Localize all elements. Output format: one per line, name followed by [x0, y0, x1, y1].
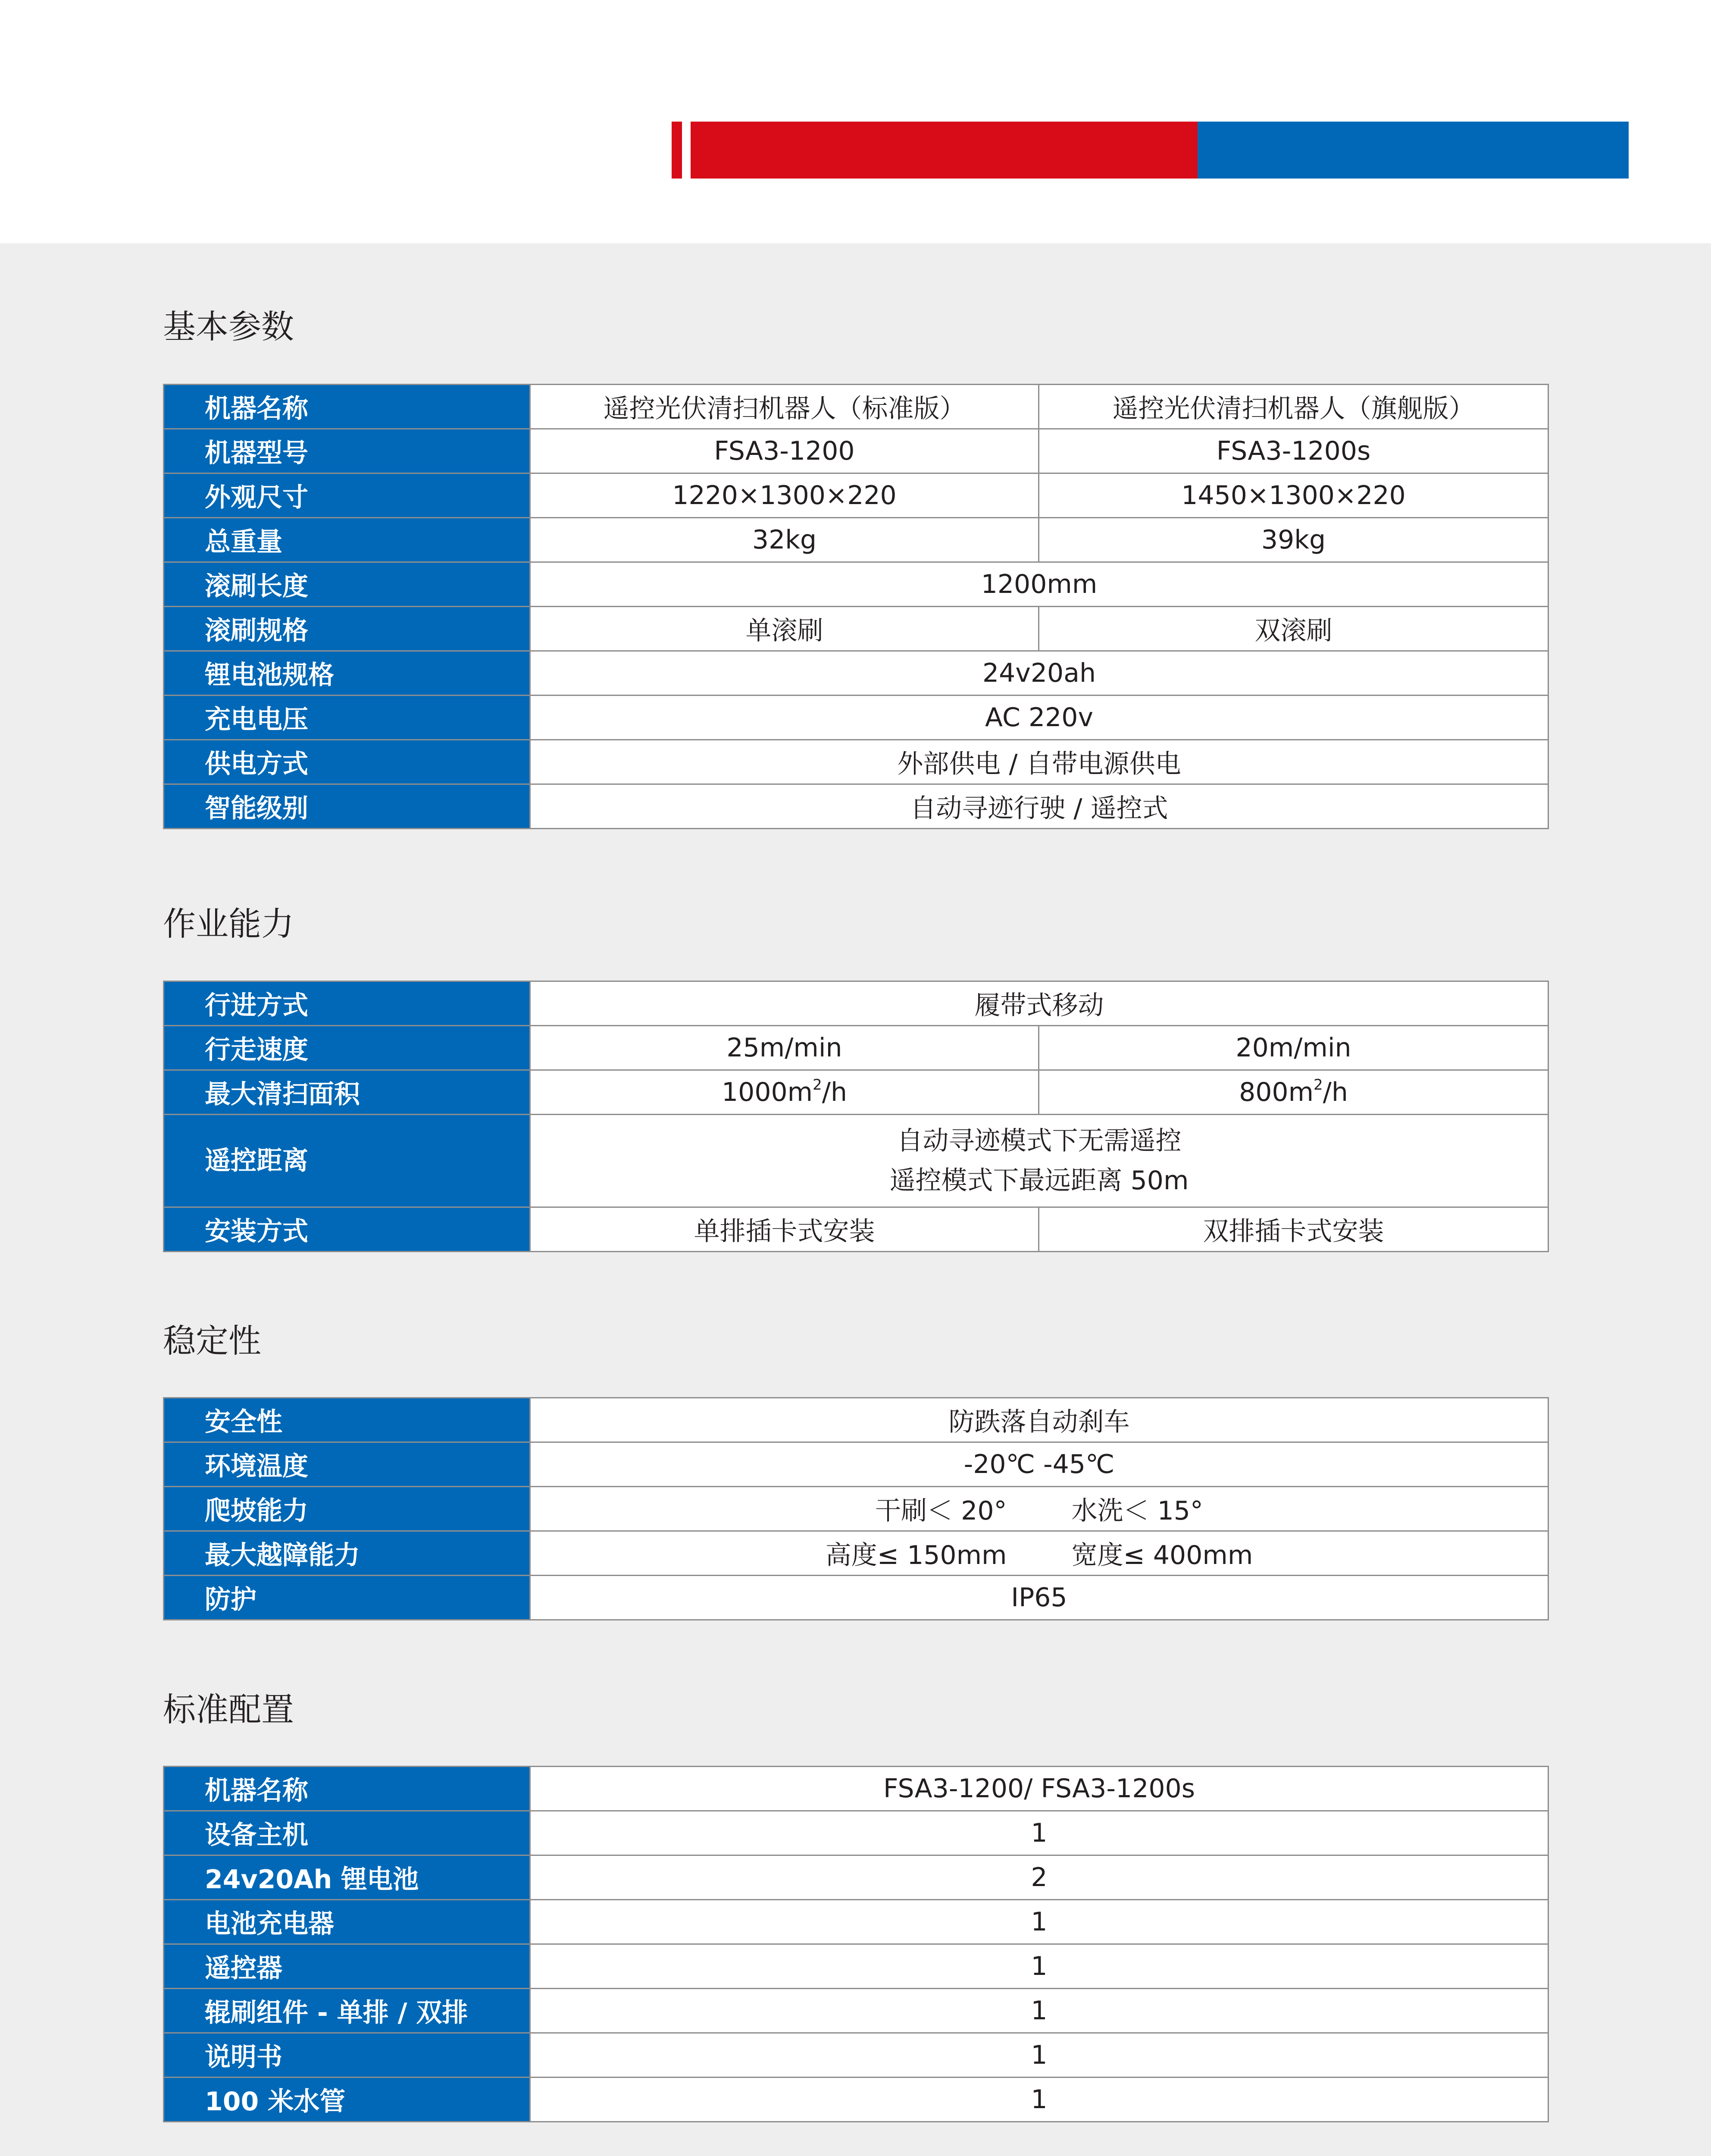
- cell-shared: 24v20ah: [530, 651, 1548, 696]
- table-row: [164, 1767, 1548, 1811]
- superscript: 2: [1314, 1076, 1323, 1094]
- row-label: 安装方式: [164, 1207, 530, 1252]
- row-label: 行走速度: [164, 1026, 530, 1070]
- row-label: 环境温度: [164, 1442, 530, 1487]
- table-row: [164, 2078, 1548, 2122]
- cell-flagship: 双滚刷: [1039, 607, 1548, 651]
- row-label: 机器名称: [164, 385, 530, 429]
- remote-line-1: 自动寻迹模式下无需遥控: [897, 1126, 1182, 1156]
- table-row: [164, 981, 1548, 1026]
- row-label: 外观尺寸: [164, 473, 530, 518]
- area-unit: /h: [822, 1077, 848, 1107]
- cell-flagship: 20m/min: [1039, 1026, 1548, 1070]
- table-row: [164, 562, 1548, 607]
- row-label: 100 米水管: [164, 2078, 530, 2122]
- cell-shared: -20℃ -45℃: [530, 1442, 1548, 1487]
- table-row: [164, 696, 1548, 740]
- table-row: [164, 607, 1548, 651]
- config-table: [163, 1766, 1549, 2122]
- cell-standard: 遥控光伏清扫机器人（标准版）: [530, 385, 1039, 429]
- table-row: [164, 2033, 1548, 2078]
- cell-flagship: FSA3-1200s: [1039, 429, 1548, 473]
- section-title-basic: 基本参数: [163, 307, 294, 346]
- row-label: 滚刷长度: [164, 562, 530, 607]
- table-row: [164, 1207, 1548, 1252]
- header-red-bar: [691, 122, 1198, 179]
- table-row: [164, 1398, 1548, 1442]
- area-unit: /h: [1323, 1077, 1348, 1107]
- section-title-capability: 作业能力: [163, 905, 294, 943]
- row-label: 机器型号: [164, 429, 530, 473]
- cell-standard: 25m/min: [530, 1026, 1039, 1070]
- capability-table: [163, 981, 1549, 1252]
- row-label: 充电电压: [164, 696, 530, 740]
- cell-standard: 单排插卡式安装: [530, 1207, 1039, 1252]
- table-row: [164, 1531, 1548, 1576]
- cell-flagship: 遥控光伏清扫机器人（旗舰版）: [1039, 385, 1548, 429]
- row-label: 遥控距离: [164, 1115, 530, 1207]
- row-label: 安全性: [164, 1398, 530, 1442]
- row-label: 说明书: [164, 2033, 530, 2078]
- cell-shared: FSA3-1200/ FSA3-1200s: [530, 1767, 1548, 1811]
- table-row: [164, 1900, 1548, 1944]
- cell-standard: FSA3-1200: [530, 429, 1039, 473]
- table-row: [164, 385, 1548, 429]
- cell-shared: 外部供电 / 自带电源供电: [530, 740, 1548, 784]
- row-label: 电池充电器: [164, 1900, 530, 1944]
- row-label: 辊刷组件 - 单排 / 双排: [164, 1989, 530, 2033]
- table-row: [164, 473, 1548, 518]
- table-row: [164, 429, 1548, 473]
- table-row: [164, 1944, 1548, 1989]
- row-label: 防护: [164, 1576, 530, 1620]
- row-label: 最大清扫面积: [164, 1070, 530, 1115]
- cell-shared: [530, 1487, 1548, 1531]
- basic-params-table: [163, 384, 1549, 829]
- cell-shared: [530, 1115, 1548, 1207]
- cell-shared: 1: [530, 1900, 1548, 1944]
- stability-table: [163, 1397, 1549, 1620]
- section-title-stability: 稳定性: [163, 1322, 261, 1360]
- row-label: 总重量: [164, 518, 530, 562]
- cell-standard: 1220×1300×220: [530, 473, 1039, 518]
- water-wash-value: 水洗＜ 15°: [1071, 1496, 1203, 1526]
- row-label: 智能级别: [164, 784, 530, 829]
- cell-standard: [530, 1070, 1039, 1115]
- cell-shared: 1: [530, 1811, 1548, 1855]
- row-label: 遥控器: [164, 1944, 530, 1989]
- header-blue-bar: [1198, 122, 1629, 179]
- cell-shared: IP65: [530, 1576, 1548, 1620]
- cell-standard: 单滚刷: [530, 607, 1039, 651]
- table-row: [164, 1855, 1548, 1900]
- area-value: 800m: [1239, 1077, 1314, 1107]
- table-row: [164, 1115, 1548, 1207]
- table-row: [164, 1487, 1548, 1531]
- row-label: 锂电池规格: [164, 651, 530, 696]
- row-label: 爬坡能力: [164, 1487, 530, 1531]
- table-row: [164, 1442, 1548, 1487]
- table-row: [164, 1026, 1548, 1070]
- cell-standard: 32kg: [530, 518, 1039, 562]
- section-title-config: 标准配置: [163, 1690, 294, 1729]
- row-label: 最大越障能力: [164, 1531, 530, 1576]
- area-value: 1000m: [721, 1077, 813, 1107]
- table-row: [164, 1989, 1548, 2033]
- row-label: 滚刷规格: [164, 607, 530, 651]
- row-label: 行进方式: [164, 981, 530, 1026]
- cell-flagship: 双排插卡式安装: [1039, 1207, 1548, 1252]
- table-row: [164, 740, 1548, 784]
- cell-shared: 1: [530, 1944, 1548, 1989]
- cell-shared: 自动寻迹行驶 / 遥控式: [530, 784, 1548, 829]
- cell-shared: AC 220v: [530, 696, 1548, 740]
- table-row: [164, 784, 1548, 829]
- height-value: 高度≤ 150mm: [825, 1540, 1007, 1570]
- row-label: 供电方式: [164, 740, 530, 784]
- cell-shared: 防跌落自动刹车: [530, 1398, 1548, 1442]
- table-row: [164, 1576, 1548, 1620]
- remote-line-2: 遥控模式下最远距离 50m: [889, 1166, 1189, 1196]
- table-row: [164, 1811, 1548, 1855]
- cell-shared: 2: [530, 1855, 1548, 1900]
- dry-brush-value: 干刷＜ 20°: [875, 1496, 1007, 1526]
- table-row: [164, 651, 1548, 696]
- header-red-stripe: [672, 122, 682, 179]
- cell-shared: 1: [530, 2033, 1548, 2078]
- cell-shared: 1200mm: [530, 562, 1548, 607]
- cell-flagship: 1450×1300×220: [1039, 473, 1548, 518]
- superscript: 2: [813, 1076, 822, 1094]
- row-label: 24v20Ah 锂电池: [164, 1855, 530, 1900]
- cell-shared: 履带式移动: [530, 981, 1548, 1026]
- cell-shared: 1: [530, 1989, 1548, 2033]
- table-row: [164, 1070, 1548, 1115]
- table-row: [164, 518, 1548, 562]
- cell-shared: 1: [530, 2078, 1548, 2122]
- cell-shared: [530, 1531, 1548, 1576]
- width-value: 宽度≤ 400mm: [1071, 1540, 1253, 1570]
- cell-flagship: [1039, 1070, 1548, 1115]
- cell-flagship: 39kg: [1039, 518, 1548, 562]
- row-label: 机器名称: [164, 1767, 530, 1811]
- row-label: 设备主机: [164, 1811, 530, 1855]
